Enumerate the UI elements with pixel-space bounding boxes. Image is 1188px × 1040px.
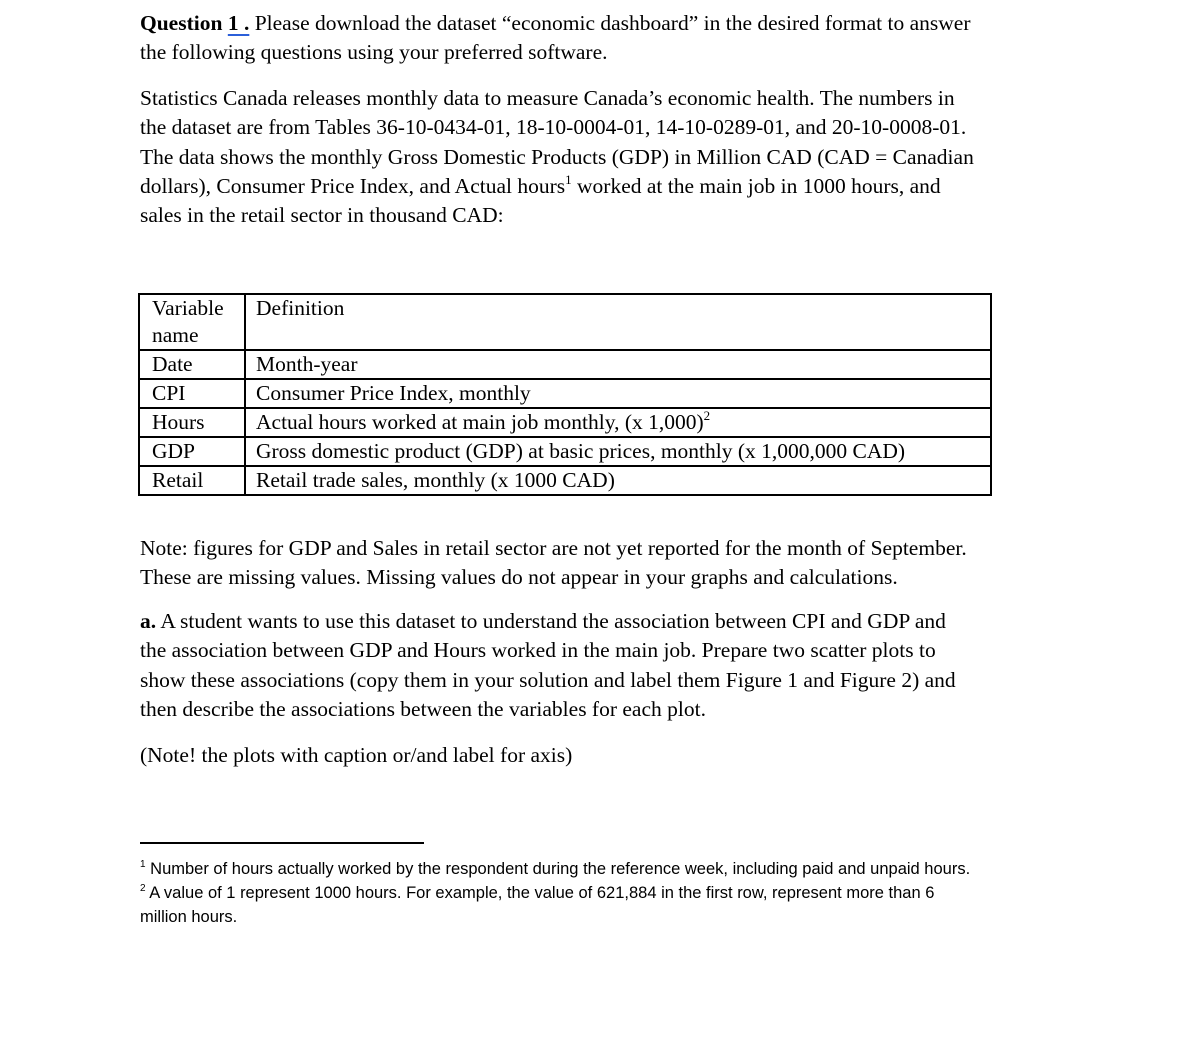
table-row: CPI Consumer Price Index, monthly [139,379,991,408]
part-a-label: a. [140,609,157,633]
table-row: Retail Retail trade sales, monthly (x 1000 CAD) [139,466,991,495]
intro-line: dollars), Consumer Price Index, and Actual hours$^1$ worked at the main job in 1000 hours, and [140,171,941,198]
question-label: Question 1 . [140,11,250,35]
question-heading: Question 1 . Please download the dataset “economic dashboard” in the desired format to answer the following questions using your preferred software. [140,9,1060,68]
plot-note: (Note! the plots with caption or/and label for axis) [140,743,573,767]
intro-line: The data shows the monthly Gross Domestic Products (GDP) in Million CAD (CAD = Canadian [140,144,974,169]
footnote-separator [140,842,424,844]
table-header-row [139,294,991,350]
missing-values-note: Note: figures for GDP and Sales in retail sector are not yet reported for the month of September. These are missing values. Missing values do not appear in your graphs and calculations. [140,536,967,590]
table-row: Hours Actual hours worked at main job monthly, (x 1,000)$^2$ [139,408,991,437]
header-variable-name: Variable name [139,294,245,350]
footnote-2-continued: million hours. [140,908,238,926]
footnote-ref-1[interactable]: 1 [565,171,572,187]
intro-line: Statistics Canada releases monthly data to measure Canada’s economic health. The numbers in [140,86,955,110]
question-number: 1 . [227,11,250,35]
footnote-1: $^1$ Number of hours actually worked by the respondent during the reference week, including paid and unpaid hours. [140,859,971,878]
intro-paragraph [140,84,1060,230]
footnote-ref-2[interactable]: 2 [703,408,711,423]
part-a-paragraph: a. A student wants to use this dataset to understand the association between CPI and GDP and the association between GDP and Hours worked in the main job. Prepare two scatter plots to show these associations (copy them in your solution and label them Figure 1 and Figure 2) and then describe the associations between the variables for each plot. [140,609,956,721]
footnote-2: $^2$ A value of 1 represent 1000 hours. For example, the value of 621,884 in the first row, represent more than 6 [140,883,935,902]
table-row: Date Month-year [139,350,991,379]
variable-table [138,293,992,496]
table-row: GDP Gross domestic product (GDP) at basic prices, monthly (x 1,000,000 CAD) [139,437,991,466]
header-definition: Definition [245,294,991,350]
question-line-2: the following questions using your preferred software. [140,40,608,65]
intro-line: sales in the retail sector in thousand CAD: [140,203,504,228]
intro-line: the dataset are from Tables 36-10-0434-01, 18-10-0004-01, 14-10-0289-01, and 20-10-0008-01. [140,115,967,140]
